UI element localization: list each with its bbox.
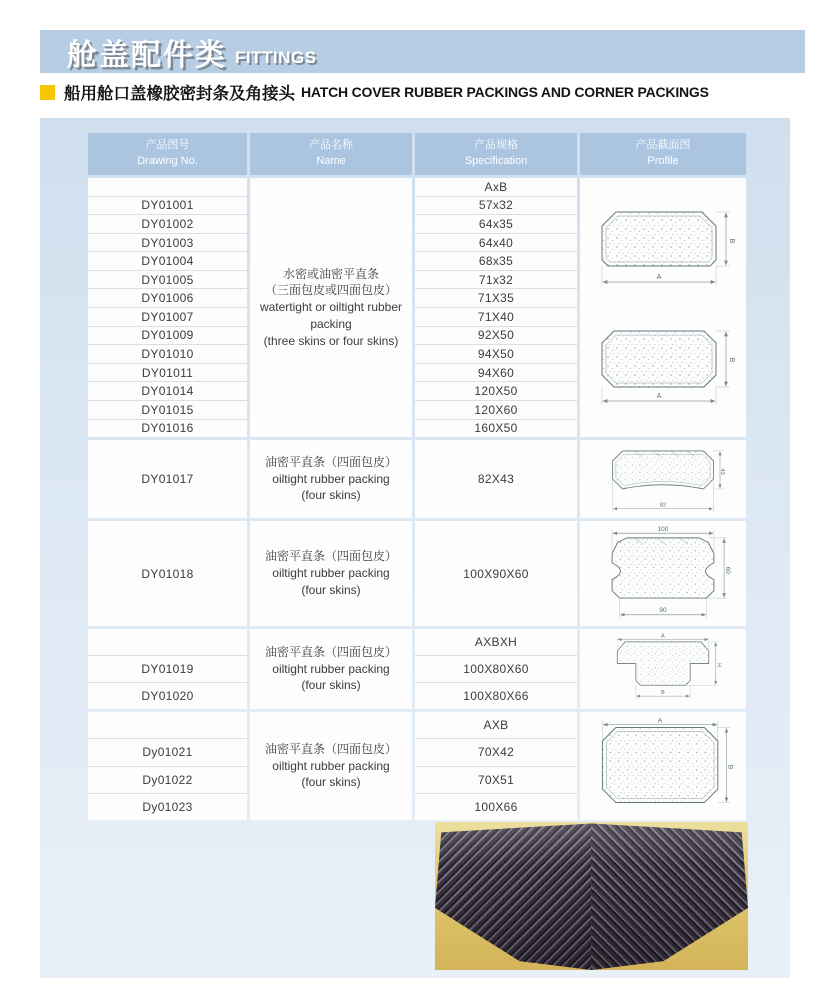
spec-cell: 100X80X60 [415, 656, 577, 683]
dim-label-b: B [661, 689, 665, 696]
name-line: oiltight rubber packing [272, 566, 390, 581]
spec-column [415, 629, 577, 709]
dim-label-b: B [728, 238, 735, 244]
dim-label-60: 60 [723, 566, 731, 574]
drawing-no-cell: DY01005 [88, 271, 247, 290]
table-group-2 [88, 440, 746, 518]
table-header-row [88, 133, 746, 175]
header-en: Profile [647, 155, 679, 167]
profile-drawing-packing-octagon [588, 319, 738, 415]
name-line: (four skins) [301, 775, 361, 790]
spec-cell: AXB [415, 712, 577, 739]
spec-cell: 71X40 [415, 308, 577, 327]
spec-cell: 120X60 [415, 401, 577, 420]
name-line: 水密或油密平直条 [282, 266, 379, 281]
drawing-no-cell: DY01004 [88, 252, 247, 271]
name-line: oiltight rubber packing [272, 661, 390, 676]
spec-column [415, 178, 577, 437]
spec-cell: 100X90X60 [415, 521, 577, 626]
product-table [88, 133, 746, 820]
header-cell-profile [580, 133, 746, 175]
drawing-no-cell: Dy01022 [88, 767, 247, 794]
product-name-cell [250, 629, 412, 709]
spec-cell: 68x35 [415, 252, 577, 271]
profile-cell [580, 440, 746, 518]
name-line: （三面包皮或四面包皮） [264, 283, 397, 298]
name-line: (four skins) [301, 678, 361, 693]
profile-cell [580, 521, 746, 626]
name-line: watertight or oiltight rubber [259, 300, 403, 315]
profile-drawing-octagon-large [588, 716, 738, 816]
dim-label-h: H [715, 663, 722, 668]
drawing-no-column [88, 629, 247, 709]
spec-cell: 71X35 [415, 289, 577, 308]
name-line: 油密平直条（四面包皮） [264, 549, 397, 564]
profile-drawing-hat-shape [588, 631, 738, 707]
name-line: 油密平直条（四面包皮） [264, 741, 397, 756]
drawing-no-cell: DY01018 [88, 521, 247, 626]
dim-label-b: B [726, 764, 734, 770]
drawing-no-cell: DY01003 [88, 234, 247, 253]
spec-cell: 100X80X66 [463, 689, 529, 703]
drawing-no-cell [88, 629, 247, 656]
profile-cell [580, 178, 746, 437]
drawing-no-cell: DY01002 [88, 215, 247, 234]
dim-label-a: A [661, 633, 665, 640]
rubber-packing-photo [435, 822, 748, 970]
drawing-no-cell: DY01011 [88, 364, 247, 383]
spec-column [415, 712, 577, 820]
dim-label-a: A [656, 274, 662, 282]
product-name-cell [250, 440, 412, 518]
spec-cell: 100X66 [474, 799, 518, 814]
table-group-5 [88, 712, 746, 820]
name-line: oiltight rubber packing [272, 471, 390, 486]
spec-cell: 57x32 [415, 197, 577, 216]
section-subtitle [40, 82, 709, 102]
drawing-no-cell: DY01015 [88, 401, 247, 420]
spec-cell: 64x40 [415, 234, 577, 253]
drawing-no-cell: Dy01021 [88, 739, 247, 766]
header-en: Specification [464, 155, 528, 167]
drawing-no-cell: DY01016 [141, 421, 194, 436]
spec-cell: 64x35 [415, 215, 577, 234]
spec-cell: 94X50 [415, 345, 577, 364]
header-cell-drawing-no [88, 133, 247, 175]
mat-right-stripes [591, 822, 748, 970]
profile-drawing-oiltight-notched [588, 524, 738, 624]
drawing-no-cell: DY01019 [88, 656, 247, 683]
spec-cell: 70X51 [415, 767, 577, 794]
spec-cell: 92X50 [415, 327, 577, 346]
dim-label-a: A [657, 717, 663, 725]
name-line: packing [310, 316, 352, 331]
header-zh: 产品图号 [145, 139, 190, 152]
table-group-3 [88, 521, 746, 626]
table-group-1 [88, 178, 746, 437]
header-en: Drawing No. [137, 155, 198, 167]
header-zh: 产品名称 [309, 139, 353, 152]
subtitle-zh: 船用舱口盖橡胶密封条及角接头 [64, 85, 295, 103]
header-zh: 产品截面图 [635, 139, 691, 152]
drawing-no-column [88, 712, 247, 820]
name-line: 油密平直条（四面包皮） [264, 644, 397, 659]
header-zh: 产品规格 [474, 139, 518, 152]
subtitle-en: HATCH COVER RUBBER PACKINGS AND CORNER PACKINGS [301, 84, 709, 100]
drawing-no-cell [88, 712, 247, 739]
drawing-no-cell: DY01017 [88, 440, 247, 518]
drawing-no-cell: DY01006 [88, 289, 247, 308]
spec-cell: 160X50 [474, 421, 518, 436]
dim-label-90: 90 [659, 606, 667, 614]
drawing-no-cell: Dy01023 [142, 799, 193, 814]
spec-cell: AxB [415, 178, 577, 197]
drawing-no-cell: DY01014 [88, 382, 247, 401]
product-name-cell [250, 521, 412, 626]
chevron-rubber-mat [435, 822, 748, 970]
spec-cell: 120X50 [415, 382, 577, 401]
yellow-bullet-square [40, 85, 55, 100]
spec-cell: 70X42 [415, 739, 577, 766]
header-cell-specification [415, 133, 577, 175]
title-band [40, 30, 805, 73]
drawing-no-cell: DY01007 [88, 308, 247, 327]
name-line: oiltight rubber packing [272, 758, 390, 773]
drawing-no-column [88, 178, 247, 437]
drawing-no-cell: DY01001 [88, 197, 247, 216]
name-line: (four skins) [301, 488, 361, 503]
drawing-no-cell: DY01010 [88, 345, 247, 364]
spec-cell: AXBXH [415, 629, 577, 656]
dim-label-100: 100 [657, 525, 669, 533]
drawing-no-cell: DY01020 [141, 689, 194, 703]
name-line: 油密平直条（四面包皮） [264, 454, 397, 469]
dim-label-b: B [728, 357, 735, 362]
spec-cell: 94X60 [415, 364, 577, 383]
table-group-4 [88, 629, 746, 709]
spec-cell: 71x32 [415, 271, 577, 290]
header-en: Name [316, 155, 346, 167]
product-name-cell [250, 178, 412, 437]
drawing-no-cell [88, 178, 247, 197]
mat-left-stripes [435, 822, 592, 970]
page-title-en: FITTINGS [235, 47, 317, 67]
profile-drawing-packing-chamfered [588, 200, 738, 296]
spec-cell: 82X43 [415, 440, 577, 518]
name-line: (three skins or four skins) [263, 333, 399, 348]
dim-label-82: 82 [659, 502, 667, 509]
name-line: (four skins) [301, 582, 361, 597]
profile-cell [580, 629, 746, 709]
drawing-no-cell: DY01009 [88, 327, 247, 346]
profile-cell [580, 712, 746, 820]
dim-label-43: 43 [718, 468, 725, 475]
dim-label-a: A [656, 392, 662, 400]
page-title-zh: 舱盖配件类 [67, 38, 227, 72]
product-name-cell [250, 712, 412, 820]
header-cell-name [250, 133, 412, 175]
profile-drawing-oiltight-concave [588, 441, 738, 517]
